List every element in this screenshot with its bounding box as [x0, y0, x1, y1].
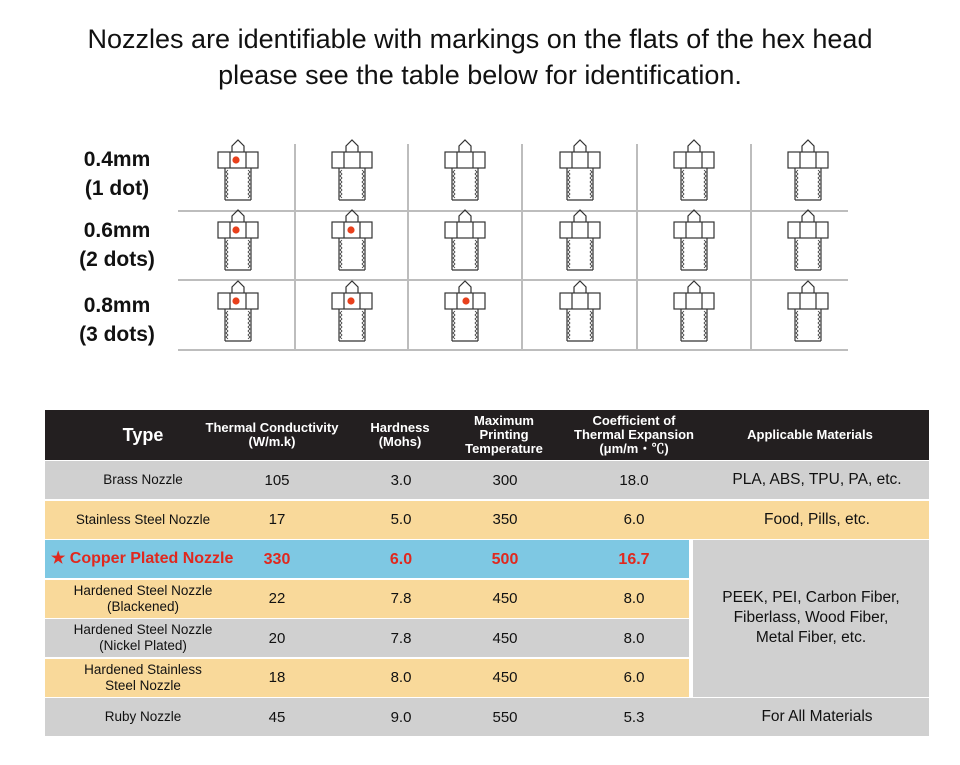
cell-type	[45, 461, 241, 499]
cell-type	[45, 501, 241, 539]
cell-expansion: 6.0	[623, 669, 645, 686]
nozzle-icon	[674, 140, 714, 200]
marking-dot	[462, 297, 469, 304]
materials-text: Metal Fiber, etc.	[755, 629, 867, 647]
header-hardness	[359, 410, 441, 460]
nozzle-icon	[674, 210, 714, 270]
cell-type	[45, 540, 241, 578]
table-row	[45, 580, 689, 618]
nozzle-icon	[445, 210, 485, 270]
marking-dots: (2 dots)	[79, 248, 155, 271]
cell-conductivity: 330	[263, 550, 291, 568]
cell-temp: 450	[492, 590, 518, 607]
cell-type	[45, 659, 241, 697]
materials-ruby: For All Materials	[761, 708, 873, 725]
type-text: Brass Nozzle	[103, 472, 183, 487]
cell-temp: 300	[492, 471, 518, 489]
type-text: Hardened Steel Nozzle	[73, 622, 213, 637]
nozzle-marking-grid	[0, 0, 960, 370]
cell-temp: 550	[492, 708, 518, 726]
type-text: (Nickel Plated)	[99, 638, 187, 653]
nozzle-icon	[560, 281, 600, 341]
nozzle-icon	[788, 281, 828, 341]
cell-hardness: 6.0	[389, 550, 413, 568]
cell-temp: 450	[492, 669, 518, 686]
nozzle-icon	[560, 140, 600, 200]
header-max-temperature	[455, 410, 553, 460]
cell-expansion: 6.0	[623, 511, 645, 528]
header-type: Type	[122, 425, 164, 445]
table-row	[45, 619, 689, 657]
marking-dot	[347, 297, 354, 304]
nozzle-icon	[332, 210, 372, 270]
type-text: Steel Nozzle	[105, 677, 181, 693]
header-text: (W/m.k)	[248, 434, 296, 449]
cell-expansion: 5.3	[623, 708, 645, 726]
header-text: Printing	[479, 427, 529, 442]
nozzle-icon	[560, 210, 600, 270]
type-text: Ruby Nozzle	[104, 709, 182, 724]
cell-conductivity: 20	[268, 629, 286, 647]
header-text: Maximum	[474, 413, 534, 428]
nozzle-icon	[445, 140, 485, 200]
nozzle-icon	[332, 281, 372, 341]
materials-text: Fiberlass, Wood Fiber,	[733, 609, 889, 627]
marking-dot	[232, 297, 239, 304]
table-header	[45, 410, 929, 460]
nozzle-icon	[218, 210, 258, 270]
header-applicable-materials: Applicable Materials	[747, 427, 873, 442]
type-text: Hardened Steel Nozzle	[73, 582, 213, 598]
cell-type	[45, 698, 241, 736]
header-text: Thermal Expansion	[574, 427, 694, 442]
nozzle-icon	[445, 281, 485, 341]
nozzle-icon	[332, 140, 372, 200]
cell-hardness: 9.0	[390, 708, 412, 726]
marking-size: 0.4mm	[83, 148, 151, 171]
cell-conductivity: 22	[268, 590, 286, 607]
marking-dot	[232, 226, 239, 233]
header-thermal-expansion	[563, 410, 705, 460]
cell-expansion: 16.7	[618, 550, 650, 568]
cell-type	[45, 580, 241, 618]
materials-stainless: Food, Pills, etc.	[764, 510, 870, 528]
cell-temp: 350	[492, 511, 518, 528]
materials-hardened	[693, 540, 929, 697]
cell-hardness: 3.0	[390, 471, 412, 489]
type-text: (Blackened)	[106, 598, 180, 614]
nozzle-icon	[674, 281, 714, 341]
marking-dot	[232, 156, 239, 163]
materials-brass: PLA, ABS, TPU, PA, etc.	[732, 471, 902, 488]
heading-line-2: please see the table below for identification.	[218, 60, 742, 90]
header-text: Hardness	[370, 420, 430, 435]
cell-hardness: 5.0	[390, 511, 412, 528]
type-text: Stainless Steel Nozzle	[75, 511, 211, 527]
header-text: (μm/m・℃)	[599, 441, 669, 456]
cell-hardness: 7.8	[390, 590, 412, 607]
marking-dots: (3 dots)	[79, 323, 155, 346]
cell-conductivity: 105	[264, 471, 290, 489]
header-text: (Mohs)	[378, 434, 422, 449]
cell-expansion: 8.0	[623, 629, 645, 647]
marking-size: 0.8mm	[83, 294, 151, 317]
cell-hardness: 8.0	[390, 669, 412, 686]
cell-type	[45, 619, 241, 657]
marking-dot	[347, 226, 354, 233]
cell-expansion: 8.0	[623, 590, 645, 607]
cell-hardness: 7.8	[390, 629, 412, 647]
nozzle-icon	[218, 140, 258, 200]
header-thermal-conductivity	[195, 410, 349, 460]
heading-line-1: Nozzles are identifiable with markings on the flats of the hex head	[87, 24, 873, 54]
type-text: Hardened Stainless	[84, 661, 202, 677]
header-text: Temperature	[465, 441, 543, 456]
header-text: Thermal Conductivity	[205, 420, 339, 435]
header-text: Coefficient of	[592, 413, 676, 428]
type-text: ★ Copper Plated Nozzle	[51, 550, 234, 567]
materials-text: PEEK, PEI, Carbon Fiber,	[722, 589, 900, 607]
cell-conductivity: 45	[268, 708, 286, 726]
cell-conductivity: 18	[268, 669, 286, 686]
cell-temp: 450	[492, 629, 518, 647]
nozzle-icon	[218, 281, 258, 341]
nozzle-icon	[788, 140, 828, 200]
table-row	[45, 540, 689, 578]
table-row	[45, 659, 689, 697]
cell-expansion: 18.0	[619, 471, 649, 489]
marking-size: 0.6mm	[83, 219, 151, 242]
cell-temp: 500	[491, 550, 519, 568]
cell-conductivity: 17	[268, 511, 286, 528]
marking-dots: (1 dot)	[84, 177, 150, 200]
nozzle-icon	[788, 210, 828, 270]
